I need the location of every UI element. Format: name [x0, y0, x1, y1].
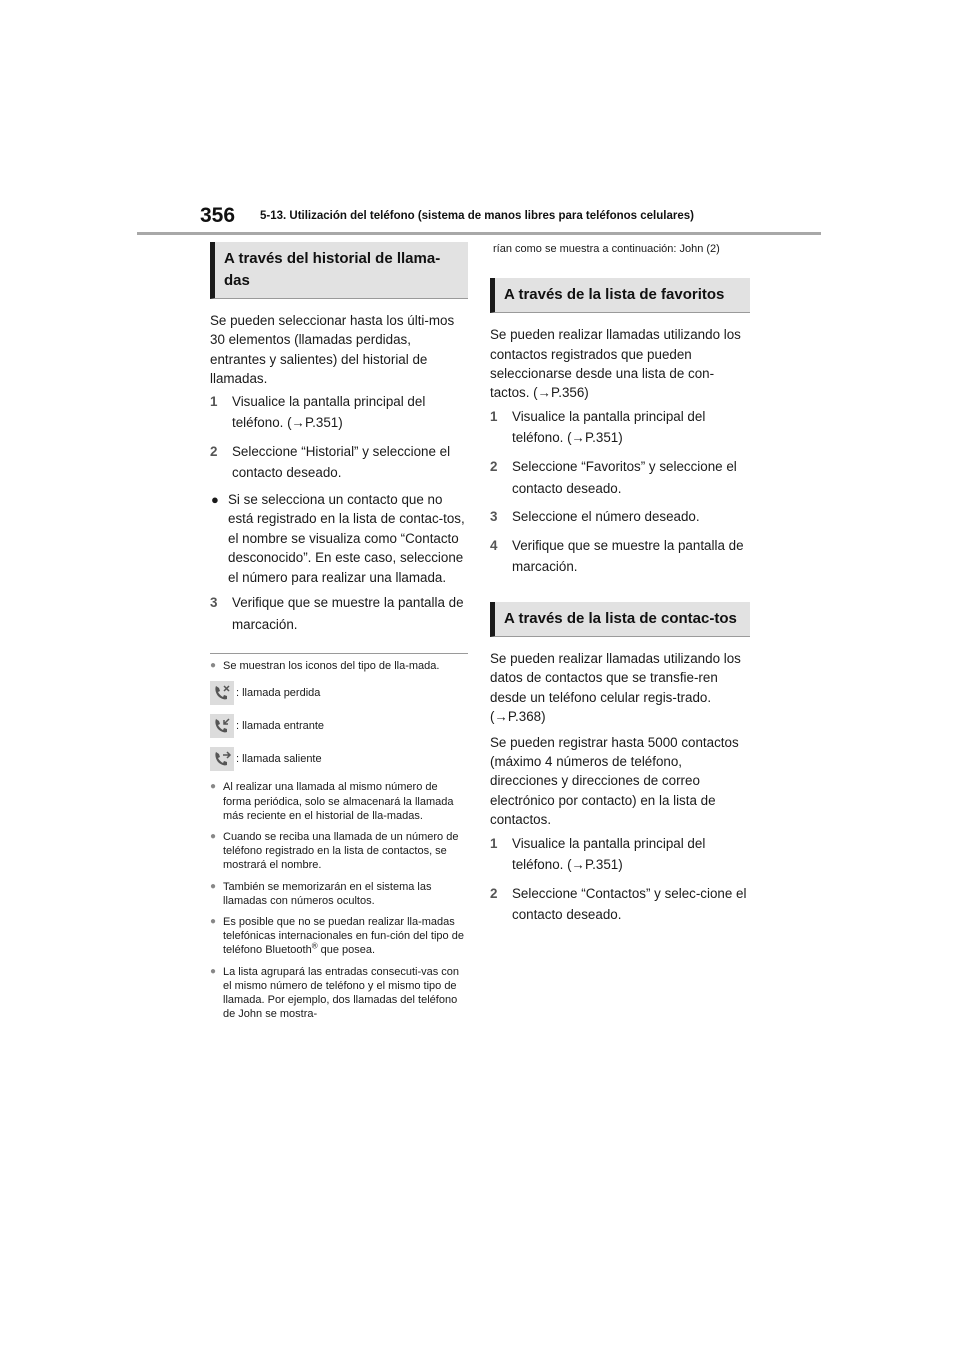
bullet-text: Si se selecciona un contacto que no está registrado en la lista de contac-tos, el nombre se visualiza como “Contacto desconocido”. En este caso, seleccione el número para realizar una llamada. — [228, 492, 465, 585]
step-number: 2 — [210, 443, 218, 459]
header-divider — [137, 232, 821, 235]
note-text: Se muestran los iconos del tipo de lla-mada. — [223, 660, 440, 673]
outgoing-call-icon — [210, 747, 234, 771]
right-column — [490, 242, 750, 926]
note-international-calls — [210, 915, 468, 958]
note-text: Es posible que no se puedan realizar lla-madas telefónicas internacionales en fun-ción del tipo de teléfono Bluetooth — [223, 916, 464, 957]
section-title-favorites: A través de la lista de favoritos — [490, 278, 750, 313]
step-text: Verifique que se muestre la pantalla de marcación. — [512, 537, 744, 575]
note-grouped-entries — [210, 965, 468, 1022]
favorites-step-2 — [490, 456, 750, 499]
icon-label: : llamada perdida — [236, 687, 321, 700]
favorites-step-4 — [490, 535, 750, 578]
contacts-capacity: Se pueden registrar hasta 5000 contactos (máximo 4 números de teléfono, direcciones y direcciones de correo electrónico por contacto) en la lista de contactos. — [490, 734, 739, 828]
left-column — [210, 242, 468, 1021]
step-number: 2 — [490, 885, 498, 901]
step-number: 3 — [210, 595, 218, 611]
notes-divider — [210, 653, 468, 654]
step-text: Visualice la pantalla principal del teléfono. (→P.351) — [232, 393, 426, 431]
icon-row-outgoing — [210, 744, 468, 774]
note-periodic-call — [210, 780, 468, 823]
step-number: 1 — [490, 408, 498, 424]
bullet-dot-icon: ● — [211, 492, 219, 507]
history-step-3 — [210, 592, 468, 635]
note-registered-number — [210, 830, 468, 873]
note-text: rían como se muestra a continuación: John (2) — [493, 243, 720, 255]
note-bullet-icon: ● — [210, 965, 217, 977]
registered-mark: ® — [311, 941, 318, 951]
note-bullet-icon: ● — [210, 781, 217, 793]
history-step-1 — [210, 391, 468, 434]
note-bullet-icon: ● — [210, 660, 217, 672]
step-number: 1 — [210, 393, 218, 409]
page-header — [200, 204, 820, 234]
step-number: 3 — [490, 509, 498, 525]
section-title-contacts: A través de la lista de contac-tos — [490, 602, 750, 637]
history-step-2 — [210, 441, 468, 484]
note-text: Cuando se reciba una llamada de un número de teléfono registrado en la lista de contactos, se mostrará el nombre. — [223, 831, 459, 872]
note-bullet-icon: ● — [210, 831, 217, 843]
favorites-step-3 — [490, 506, 750, 528]
step-text: Seleccione “Contactos” y selec-cione el contacto deseado. — [512, 885, 747, 923]
missed-call-icon — [210, 681, 234, 705]
step-text: Seleccione “Favoritos” y seleccione el contacto deseado. — [512, 459, 737, 496]
step-text: Seleccione el número deseado. — [512, 509, 700, 525]
incoming-call-icon — [210, 714, 234, 738]
icon-label: : llamada saliente — [236, 753, 322, 766]
note-text: También se memorizarán en el sistema las llamadas con números ocultos. — [223, 880, 432, 907]
favorites-step-1 — [490, 406, 750, 449]
step-number: 2 — [490, 459, 498, 475]
note-bullet-icon: ● — [210, 880, 217, 892]
history-bullet — [210, 490, 468, 587]
history-intro: Se pueden seleccionar hasta los últi-mos 30 elementos (llamadas perdidas, entrantes y salientes) del historial de llamadas. — [210, 313, 455, 387]
note-grouped-entries-continued — [490, 242, 750, 256]
step-number: 1 — [490, 835, 498, 851]
icon-label: : llamada entrante — [236, 720, 325, 733]
section-title-history: A través del historial de llama-das — [210, 242, 468, 299]
icon-row-missed — [210, 678, 468, 708]
step-number: 4 — [490, 537, 498, 553]
note-icons-intro — [210, 659, 468, 673]
step-text: Verifique que se muestre la pantalla de marcación. — [232, 595, 464, 632]
contacts-step-1 — [490, 833, 750, 876]
chapter-title: 5-13. Utilización del teléfono (sistema de manos libres para teléfonos celulares) — [260, 210, 694, 222]
step-text: Visualice la pantalla principal del teléfono. (→P.351) — [512, 408, 706, 446]
contacts-step-2 — [490, 883, 750, 926]
favorites-intro: Se pueden realizar llamadas utilizando los contactos registrados que pueden seleccionarse desde una lista de con-tactos. (→P.356) — [490, 327, 741, 401]
note-text: Al realizar una llamada al mismo número de forma periódica, solo se almacenará la llamada más reciente en el historial de lla-madas. — [223, 781, 454, 822]
note-text-end: que posea. — [317, 944, 376, 957]
step-text: Visualice la pantalla principal del teléfono. (→P.351) — [512, 835, 706, 873]
page-number: 356 — [200, 204, 236, 227]
note-bullet-icon: ● — [210, 916, 217, 928]
icon-row-incoming — [210, 711, 468, 741]
step-text: Seleccione “Historial” y seleccione el contacto deseado. — [232, 443, 451, 481]
note-hidden-numbers — [210, 880, 468, 908]
contacts-intro: Se pueden realizar llamadas utilizando los datos de contactos que se transfie-ren desde un teléfono celular regis-trado. (→P.368) — [490, 650, 741, 725]
note-text: La lista agrupará las entradas consecuti-vas con el mismo número de teléfono y el mismo tipo de llamada. Por ejemplo, dos llamadas del teléfono de John se mostra- — [223, 965, 460, 1021]
